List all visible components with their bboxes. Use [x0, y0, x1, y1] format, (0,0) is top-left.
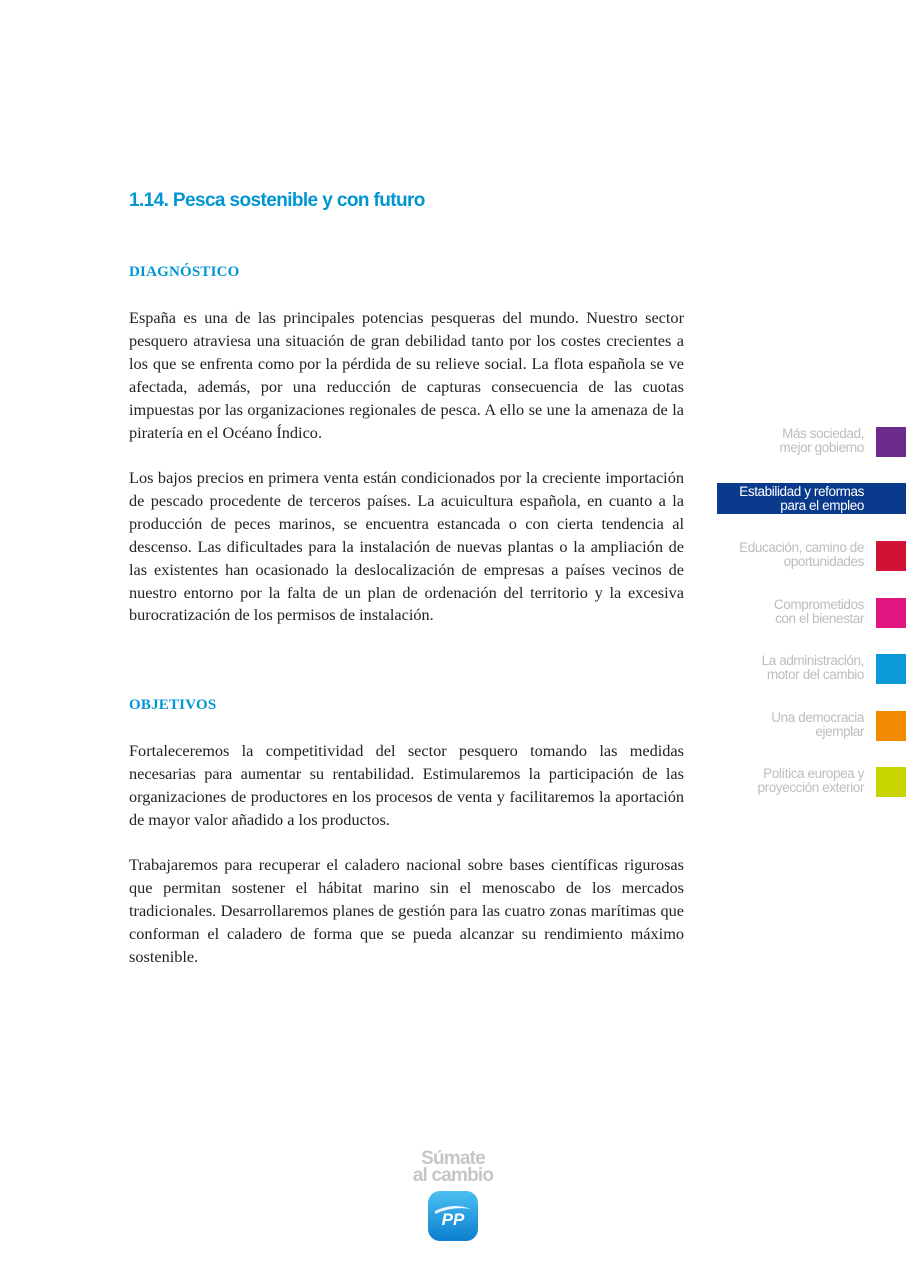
pp-logo-icon [427, 1190, 479, 1242]
side-nav-item-mas-sociedad[interactable] [586, 427, 906, 457]
color-swatch [876, 711, 906, 741]
side-nav-item-educacion[interactable] [586, 541, 906, 571]
color-swatch [876, 598, 906, 628]
color-swatch [876, 541, 906, 571]
paragraph: Fortaleceremos la competitividad del sector pesquero tomando las medidas necesarias para aumentar su rentabilidad. Estimularemos la participación de las organizaciones de productores en los procesos de venta y facilitaremos la aportación de mayor valor añadido a los productos. [129, 741, 684, 829]
side-nav-item-comprometidos[interactable] [586, 598, 906, 628]
side-nav-label: Estabilidad y reformas para el empleo [739, 484, 864, 513]
section-heading-diagnostico: DIAGNÓSTICO [129, 264, 240, 280]
section-heading-objetivos: OBJETIVOS [129, 697, 217, 713]
color-swatch [876, 654, 906, 684]
side-nav-label: Más sociedad, mejor gobierno [779, 426, 864, 455]
side-nav-label: Política europea y proyección exterior [757, 766, 864, 795]
side-nav-label: Educación, camino de oportunidades [739, 540, 864, 569]
page-title: 1.14. Pesca sostenible y con futuro [129, 190, 425, 211]
svg-text:PP: PP [441, 1210, 465, 1229]
side-nav-item-estabilidad[interactable] [717, 483, 906, 514]
color-swatch [876, 767, 906, 797]
paragraph: Trabajaremos para recuperar el caladero nacional sobre bases científicas rigurosas que permitan sostener el hábitat marino sin el menoscabo de los mercados tradicionales. Desarrollaremos planes de gestión para las cuatro zonas marítimas que conforman el caladero de forma que se pueda alcanzar su rendimiento máximo sostenible. [129, 855, 684, 966]
side-nav-item-politica-europea[interactable] [586, 767, 906, 797]
side-nav-item-administracion[interactable] [586, 654, 906, 684]
side-nav-item-democracia[interactable] [586, 711, 906, 741]
slogan: Súmate al cambio [412, 1148, 494, 1186]
paragraph: Los bajos precios en primera venta están condicionados por la creciente importación de pescado procedente de terceros países. La acuicultura española, en cuanto a la producción de peces marinos, se encuentra estancada o con cierta tendencia al descenso. Las dificultades para la instalación de nuevas plantas o la ampliación de las existentes han ocasionado la deslocalización de empresas a países vecinos de nuestro entorno por la falta de un plan de ordenación del territorio y la excesiva burocratización de los permisos de instalación. [129, 468, 684, 625]
paragraph: España es una de las principales potencias pesqueras del mundo. Nuestro sector pesquero atraviesa una situación de gran debilidad tanto por los costes crecientes a los que se enfrenta como por la pérdida de su relieve social. La flota española se ve afectada, además, por una reducción de capturas consecuencia de las cuotas impuestas por las organizaciones regionales de pesca. A ello se une la amenaza de la piratería en el Océano Índico. [129, 308, 684, 442]
color-swatch [876, 427, 906, 457]
side-nav-label: Una democracia ejemplar [771, 710, 864, 739]
side-nav-label: Comprometidos con el bienestar [773, 597, 864, 626]
side-nav-label: La administración, motor del cambio [761, 653, 864, 682]
